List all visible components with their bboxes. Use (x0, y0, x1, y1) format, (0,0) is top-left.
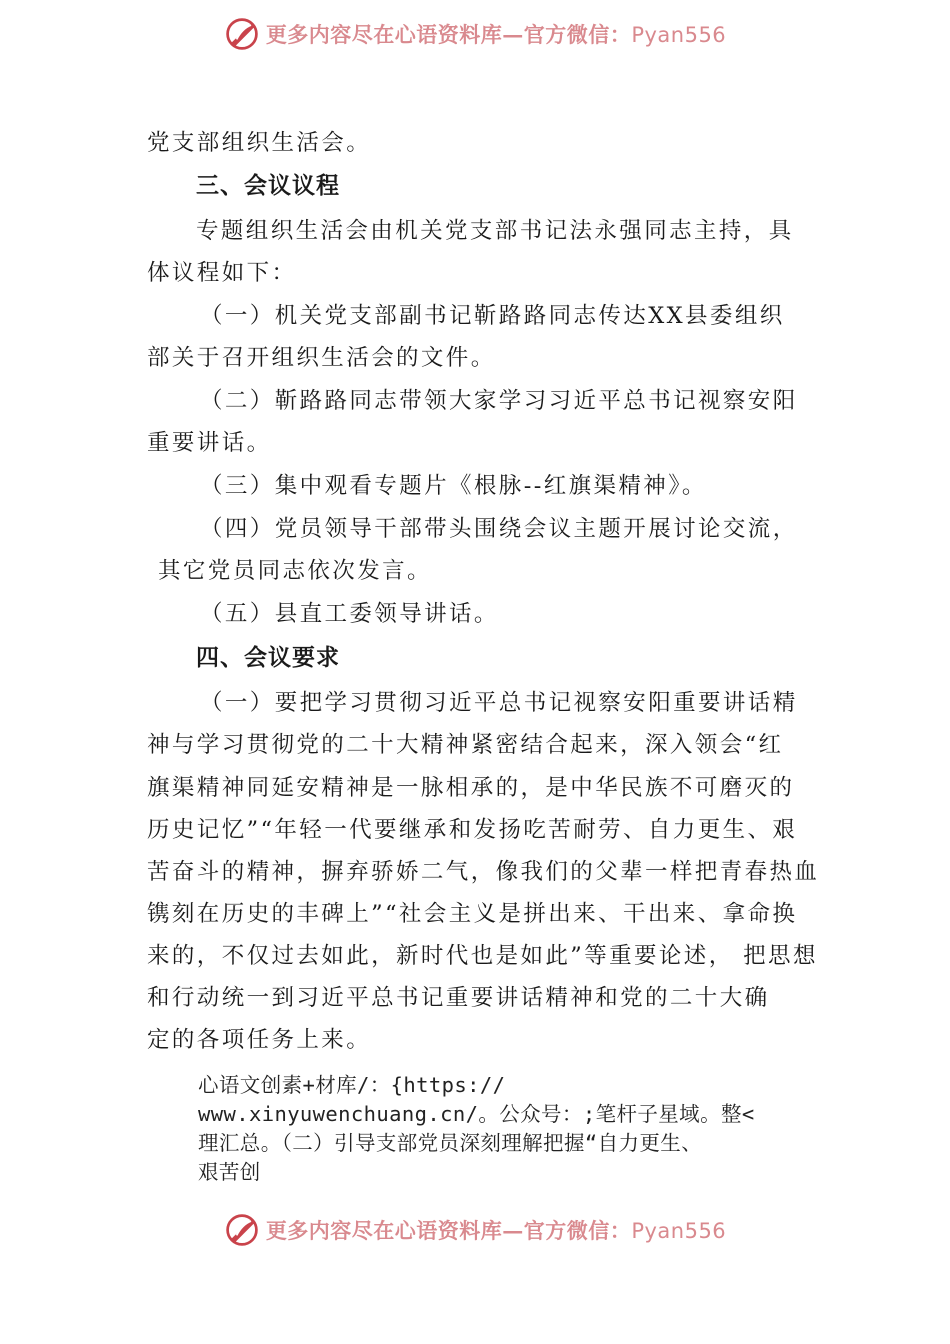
body-line: 历史记忆”“年轻一代要继承和发扬吃苦耐劳、自力更生、艰 (147, 817, 798, 843)
body-line: 其它党员同志依次发言。 (158, 558, 432, 584)
body-line: 重要讲话。 (147, 430, 272, 456)
body-line: （五）县直工委领导讲话。 (200, 601, 499, 627)
logo-icon (224, 1212, 260, 1248)
section-heading: 三、会议议程 (196, 173, 340, 199)
body-line: 旗渠精神同延安精神是一脉相承的，是中华民族不可磨灭的 (147, 775, 795, 801)
body-line: 定的各项任务上来。 (147, 1027, 372, 1053)
body-line: 神与学习贯彻党的二十大精神紧密结合起来，深入领会“红 (147, 732, 784, 758)
section-heading: 四、会议要求 (196, 645, 340, 671)
body-line: 苦奋斗的精神，摒弃骄娇二气，像我们的父辈一样把青春热血 (147, 859, 820, 885)
header-watermark-banner (0, 14, 950, 54)
body-line: （一）机关党支部副书记靳路路同志传达XX县委组织 (200, 303, 785, 329)
banner-wechat-id: Pyan556 (631, 23, 727, 47)
body-line: （一）要把学习贯彻习近平总书记视察安阳重要讲话精 (200, 690, 798, 716)
logo-icon (224, 16, 260, 52)
banner-text: 更多内容尽在心语资料库—官方微信：Pyan556 (265, 22, 727, 47)
body-line: 体议程如下： (147, 260, 297, 286)
body-line: 党支部组织生活会。 (147, 130, 372, 156)
source-note-line: 艰苦创 (198, 1160, 261, 1184)
body-line: （三）集中观看专题片《根脉--红旗渠精神》。 (200, 473, 707, 499)
body-line: 镌刻在历史的丰碑上”“社会主义是拼出来、干出来、拿命换 (147, 901, 798, 927)
source-note-line: 心语文创素+材库/：{https:// (198, 1073, 506, 1097)
footer-watermark-banner (0, 1210, 950, 1250)
banner-text: 更多内容尽在心语资料库—官方微信：Pyan556 (265, 1218, 727, 1243)
banner-wechat-id: Pyan556 (631, 1219, 727, 1243)
body-line: 部关于召开组织生活会的文件。 (147, 345, 496, 371)
source-note-line: www.xinyuwenchuang.cn/。公众号：;笔杆子星域。整< (198, 1102, 755, 1126)
body-line: 专题组织生活会由机关党支部书记法永强同志主持，具 (196, 218, 794, 244)
body-line: 来的，不仅过去如此，新时代也是如此”等重要论述， 把思想 (147, 943, 818, 969)
source-note-line: 理汇总。（二）引导支部党员深刻理解把握“自力更生、 (198, 1131, 703, 1155)
body-line: （二）靳路路同志带领大家学习习近平总书记视察安阳 (200, 388, 798, 414)
body-line: （四）党员领导干部带头围绕会议主题开展讨论交流， (200, 516, 798, 542)
body-line: 和行动统一到习近平总书记重要讲话精神和党的二十大确 (147, 985, 770, 1011)
